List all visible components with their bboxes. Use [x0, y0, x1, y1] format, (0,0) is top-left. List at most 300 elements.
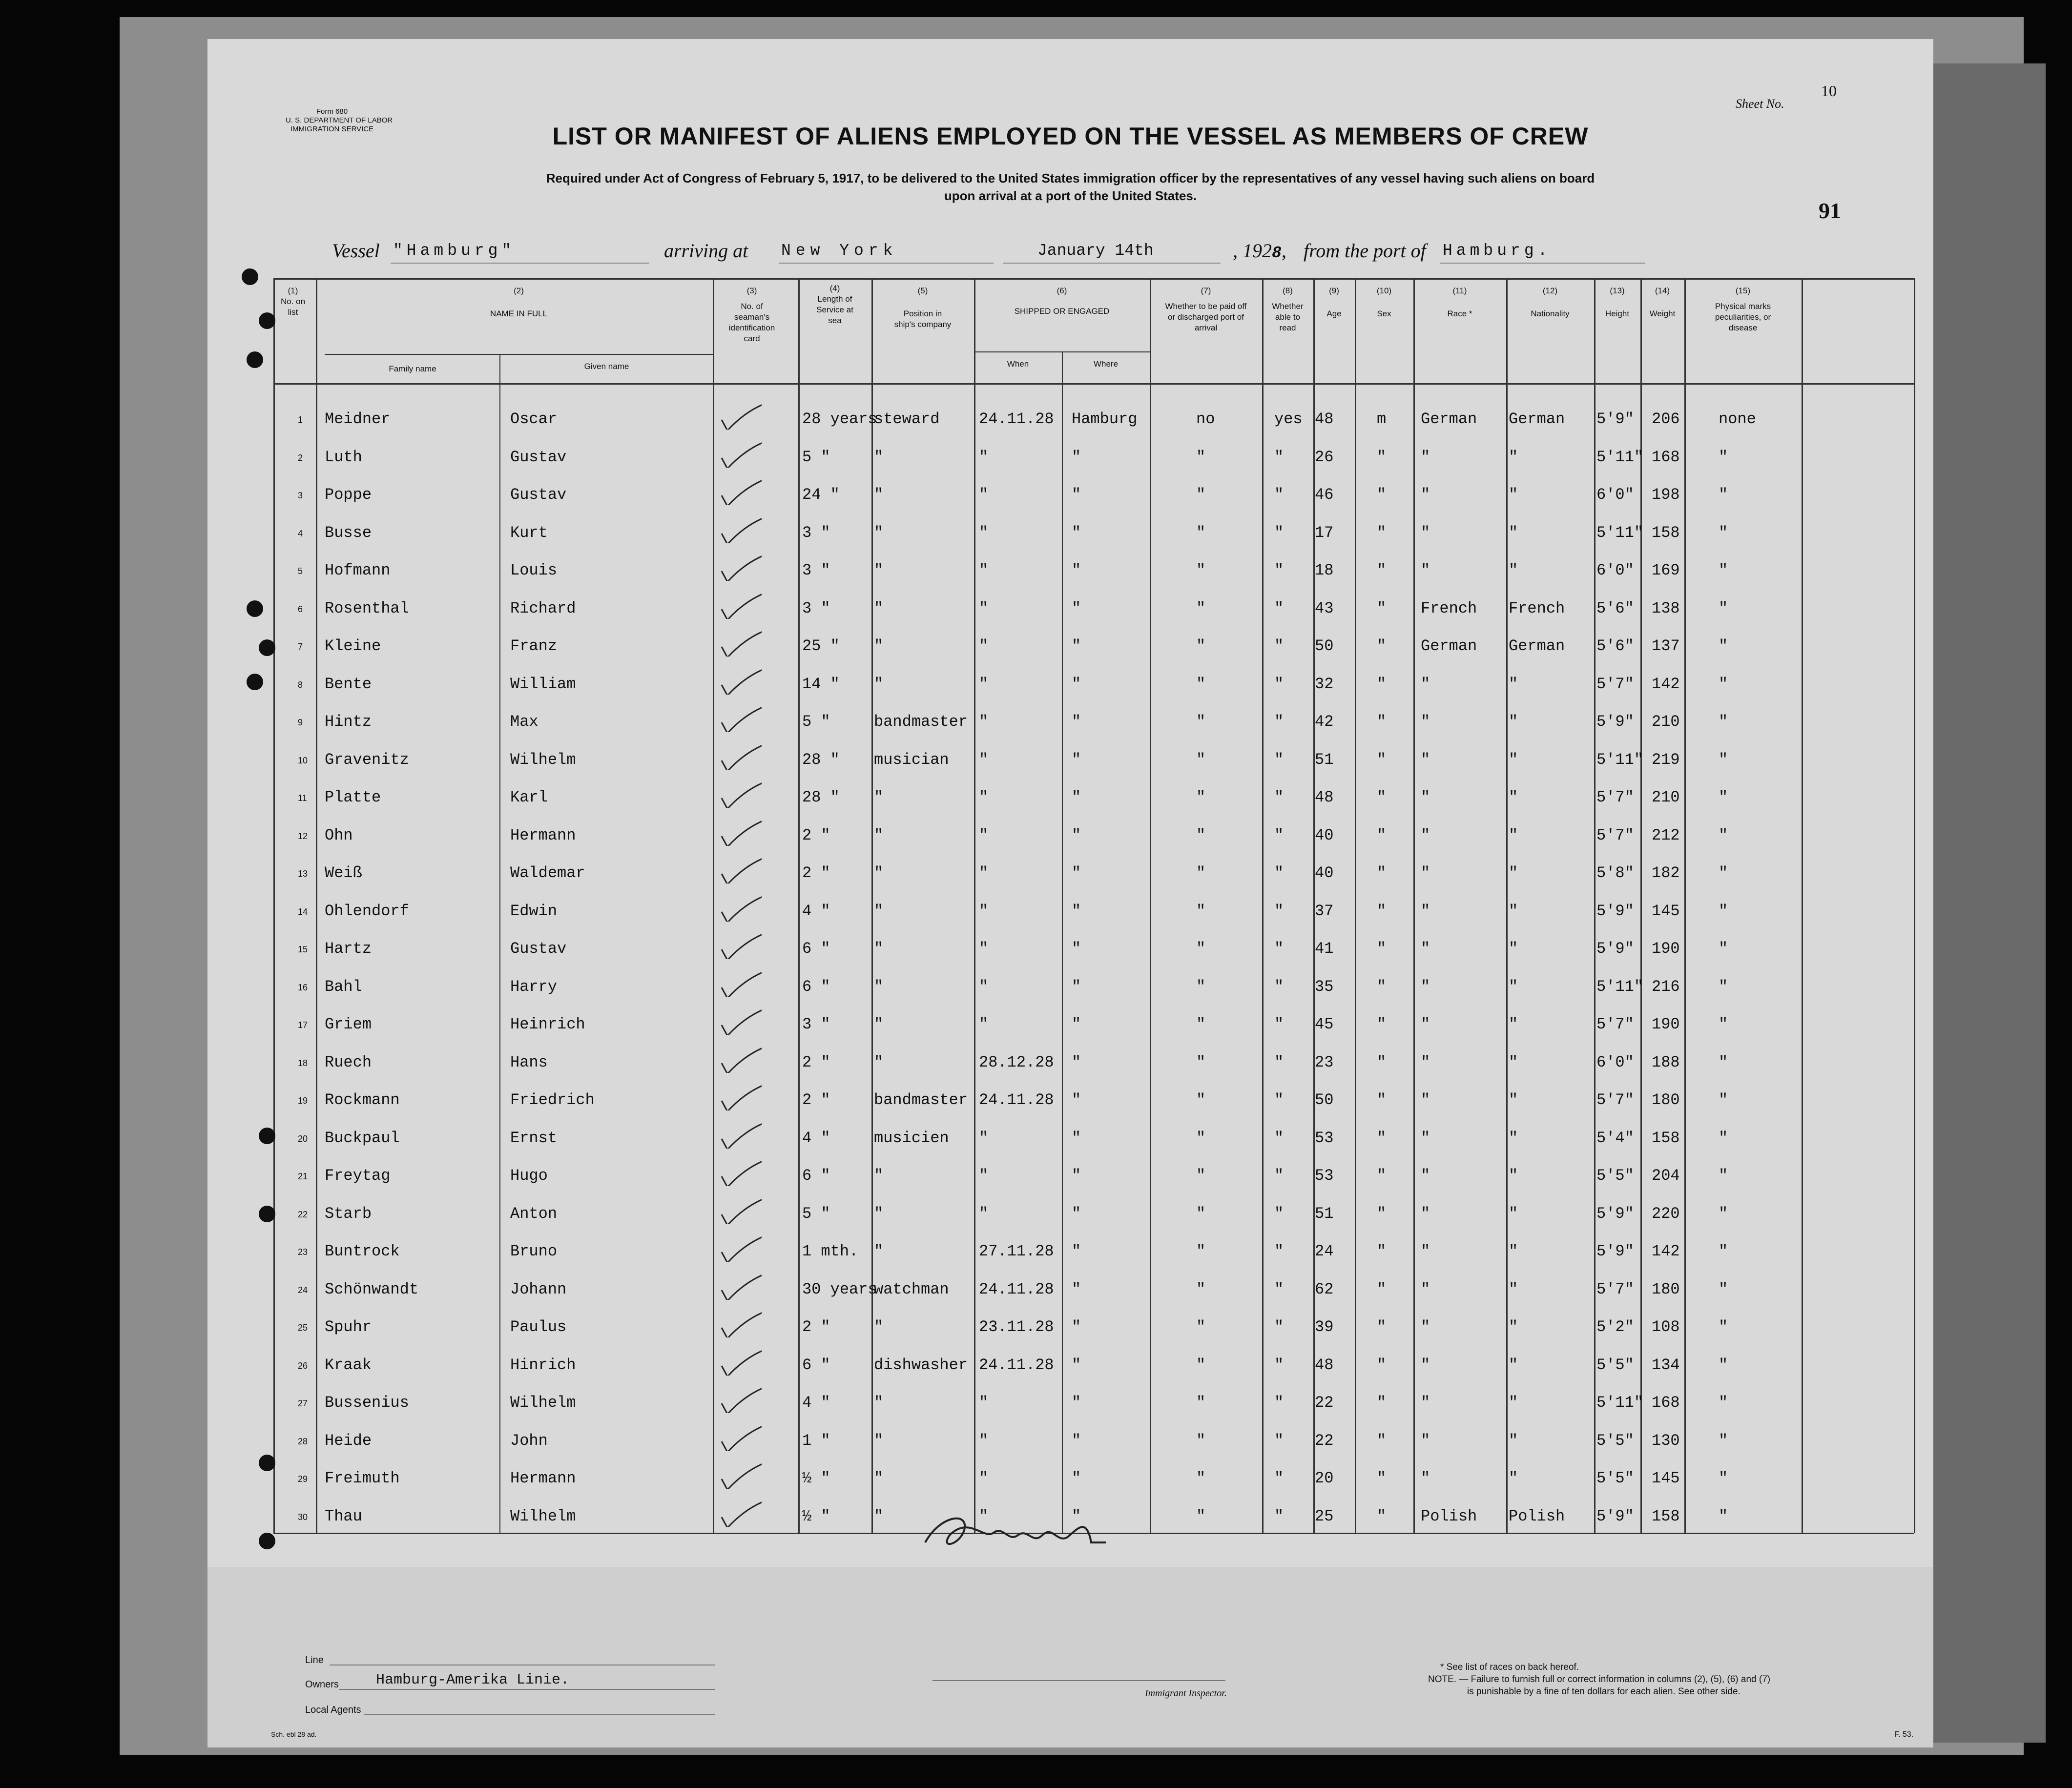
row-number: 30 [298, 1512, 308, 1522]
weight: 180 [1652, 1091, 1680, 1109]
col-shipped-header: (6) SHIPPED OR ENGAGED [1014, 286, 1110, 316]
weight: 137 [1652, 637, 1680, 655]
paid-off: " [1196, 1280, 1206, 1298]
able-to-read: " [1274, 1129, 1284, 1147]
row-number: 29 [298, 1474, 308, 1484]
shipped-when: " [979, 599, 989, 617]
shipped-when: 27.11.28 [979, 1242, 1054, 1260]
physical-marks: " [1719, 1204, 1728, 1223]
position: " [874, 864, 884, 882]
height: 5'9" [1596, 902, 1634, 920]
race: " [1421, 448, 1430, 466]
physical-marks: " [1719, 1167, 1728, 1185]
age: 20 [1315, 1469, 1334, 1487]
checkmark-icon [718, 1233, 762, 1262]
checkmark-icon [718, 552, 762, 581]
vessel-name: "Hamburg" [393, 242, 516, 260]
able-to-read: " [1274, 750, 1284, 769]
family-name: Heide [325, 1431, 372, 1450]
age: 50 [1315, 1091, 1334, 1109]
sheet-label: Sheet No. [1736, 97, 1784, 111]
given-name: Wilhelm [510, 750, 576, 769]
length-of-service: 3 " [802, 523, 830, 542]
row-number: 11 [298, 793, 307, 803]
age: 53 [1315, 1167, 1334, 1185]
position: musicien [874, 1129, 949, 1147]
shipped-where: " [1072, 523, 1081, 542]
given-name: Friedrich [510, 1091, 595, 1109]
family-name: Hofmann [325, 561, 391, 579]
weight: 168 [1652, 448, 1680, 466]
height: 5'7" [1596, 1015, 1634, 1033]
shipped-where: " [1072, 864, 1081, 882]
nationality: German [1509, 410, 1565, 428]
row-number: 9 [298, 718, 303, 727]
nationality: French [1509, 599, 1565, 617]
row-number: 22 [298, 1209, 308, 1219]
paid-off: " [1196, 637, 1206, 655]
shipped-where: " [1072, 637, 1081, 655]
given-name: Hermann [510, 826, 576, 844]
length-of-service: 30 years [802, 1280, 877, 1298]
able-to-read: " [1274, 1394, 1284, 1412]
row-number: 19 [298, 1096, 308, 1106]
family-name: Spuhr [325, 1318, 372, 1336]
height: 5'9" [1596, 1507, 1634, 1525]
family-name: Schönwandt [325, 1280, 419, 1298]
paid-off: " [1196, 1394, 1206, 1412]
weight: 188 [1652, 1053, 1680, 1071]
able-to-read: " [1274, 788, 1284, 806]
form-number: Form 680 [316, 107, 348, 116]
weight: 220 [1652, 1204, 1680, 1223]
service: IMMIGRATION SERVICE [290, 125, 374, 133]
sheet-number: 10 [1821, 82, 1837, 100]
physical-marks: " [1719, 1507, 1728, 1525]
nationality: " [1509, 1242, 1518, 1260]
nationality: " [1509, 523, 1518, 542]
able-to-read: " [1274, 1431, 1284, 1450]
position: " [874, 1242, 884, 1260]
length-of-service: 4 " [802, 1129, 830, 1147]
physical-marks: " [1719, 1394, 1728, 1412]
binder-hole [259, 639, 275, 656]
height: 5'11" [1596, 448, 1644, 466]
given-name: Harry [510, 977, 558, 996]
given-name: Louis [510, 561, 558, 579]
length-of-service: 14 " [802, 675, 840, 693]
height: 5'11" [1596, 523, 1644, 542]
position: " [874, 1431, 884, 1450]
sex: " [1377, 940, 1387, 958]
col-weight-header: (14) Weight [1649, 286, 1676, 318]
race: " [1421, 1431, 1430, 1450]
age: 22 [1315, 1431, 1334, 1450]
able-to-read: " [1274, 1242, 1284, 1260]
paid-off: " [1196, 713, 1206, 731]
length-of-service: 28 " [802, 788, 840, 806]
local-agents-label: Local Agents [305, 1705, 361, 1715]
race: " [1421, 486, 1430, 504]
nationality: " [1509, 675, 1518, 693]
shipped-where: " [1072, 902, 1081, 920]
physical-marks: " [1719, 1242, 1728, 1260]
shipped-where: " [1072, 1129, 1081, 1147]
paid-off: " [1196, 1053, 1206, 1071]
age: 41 [1315, 940, 1334, 958]
height: 5'5" [1596, 1167, 1634, 1185]
height: 5'11" [1596, 1394, 1644, 1412]
weight: 212 [1652, 826, 1680, 844]
race: " [1421, 1242, 1430, 1260]
shipped-when: " [979, 788, 989, 806]
owners-value: Hamburg-Amerika Linie. [376, 1672, 570, 1688]
race: " [1421, 1280, 1430, 1298]
able-to-read: " [1274, 1469, 1284, 1487]
shipped-where: " [1072, 1507, 1081, 1525]
checkmark-icon [718, 476, 762, 505]
shipped-when: " [979, 940, 989, 958]
col-sex-header: (10) Sex [1376, 286, 1392, 318]
race: Polish [1421, 1507, 1477, 1525]
col-race-header: (11) Race * [1447, 286, 1472, 318]
length-of-service: 1 mth. [802, 1242, 859, 1260]
able-to-read: " [1274, 1507, 1284, 1525]
weight: 158 [1652, 1129, 1680, 1147]
sex: " [1377, 637, 1387, 655]
row-number: 26 [298, 1360, 308, 1371]
length-of-service: 1 " [802, 1431, 830, 1450]
family-name: Bussenius [325, 1394, 409, 1412]
shipped-where: " [1072, 1356, 1081, 1374]
family-name: Meidner [325, 410, 391, 428]
height: 5'7" [1596, 675, 1634, 693]
given-name: John [510, 1431, 548, 1450]
length-of-service: ½ " [802, 1507, 830, 1525]
checkmark-icon [718, 817, 762, 846]
position: musician [874, 750, 949, 769]
length-of-service: 6 " [802, 977, 830, 996]
sex: " [1377, 713, 1387, 731]
given-name: Oscar [510, 410, 558, 428]
checkmark-icon [718, 892, 762, 922]
print-code: Sch. ebl 28 ad. [271, 1730, 317, 1738]
shipped-where: " [1072, 713, 1081, 731]
nationality: " [1509, 1431, 1518, 1450]
shipped-where: " [1072, 977, 1081, 996]
able-to-read: " [1274, 523, 1284, 542]
position: " [874, 523, 884, 542]
shipped-when: " [979, 486, 989, 504]
paid-off: " [1196, 1356, 1206, 1374]
height: 5'8" [1596, 864, 1634, 882]
length-of-service: 4 " [802, 1394, 830, 1412]
height: 5'9" [1596, 410, 1634, 428]
family-name: Luth [325, 448, 362, 466]
height: 5'9" [1596, 1204, 1634, 1223]
nationality: " [1509, 1469, 1518, 1487]
able-to-read: " [1274, 902, 1284, 920]
sex: " [1377, 864, 1387, 882]
position: " [874, 675, 884, 693]
shipped-where: " [1072, 788, 1081, 806]
physical-marks: none [1719, 410, 1756, 428]
department: U. S. DEPARTMENT OF LABOR [286, 116, 393, 124]
height: 5'5" [1596, 1469, 1634, 1487]
weight: 169 [1652, 561, 1680, 579]
weight: 206 [1652, 410, 1680, 428]
length-of-service: 6 " [802, 1356, 830, 1374]
paid-off: " [1196, 788, 1206, 806]
position: " [874, 977, 884, 996]
year-prefix: , 1928, [1233, 240, 1286, 262]
length-of-service: 28 " [802, 750, 840, 769]
owners-label: Owners [305, 1679, 339, 1690]
row-number: 25 [298, 1323, 308, 1333]
physical-marks: " [1719, 1053, 1728, 1071]
able-to-read: " [1274, 864, 1284, 882]
sex: " [1377, 1204, 1387, 1223]
shipped-where: " [1072, 1280, 1081, 1298]
family-name: Ohn [325, 826, 353, 844]
sex: " [1377, 1431, 1387, 1450]
page-title: LIST OR MANIFEST OF ALIENS EMPLOYED ON THE VESSEL AS MEMBERS OF CREW [552, 123, 1589, 150]
paid-off: " [1196, 1091, 1206, 1109]
checkmark-icon [718, 930, 762, 959]
race: " [1421, 1167, 1430, 1185]
shipped-where: " [1072, 1091, 1081, 1109]
age: 39 [1315, 1318, 1334, 1336]
shipped-when: " [979, 1431, 989, 1450]
fine-note-1: NOTE. — Failure to furnish full or correct information in columns (2), (5), (6) and (7) [1428, 1674, 1771, 1685]
checkmark-icon [718, 741, 762, 770]
height: 5'7" [1596, 826, 1634, 844]
age: 18 [1315, 561, 1334, 579]
age: 17 [1315, 523, 1334, 542]
age: 50 [1315, 637, 1334, 655]
sex: m [1377, 410, 1387, 428]
age: 40 [1315, 826, 1334, 844]
sex: " [1377, 902, 1387, 920]
height: 6'0" [1596, 1053, 1634, 1071]
row-number: 14 [298, 906, 308, 917]
shipped-when: " [979, 864, 989, 882]
paid-off: " [1196, 523, 1206, 542]
position: " [874, 1318, 884, 1336]
age: 48 [1315, 788, 1334, 806]
row-number: 5 [298, 566, 303, 576]
given-name: Hinrich [510, 1356, 576, 1374]
paid-off: " [1196, 1242, 1206, 1260]
form-code: F. 53. [1894, 1730, 1914, 1739]
checkmark-icon [718, 1006, 762, 1035]
position: " [874, 1394, 884, 1412]
checkmark-icon [718, 1195, 762, 1224]
physical-marks: " [1719, 675, 1728, 693]
height: 5'2" [1596, 1318, 1634, 1336]
races-note: * See list of races on back hereof. [1440, 1662, 1579, 1672]
sex: " [1377, 1318, 1387, 1336]
inspector-signature [911, 1496, 1116, 1564]
able-to-read: " [1274, 1053, 1284, 1071]
arriving-label: arriving at [664, 240, 748, 262]
given-name: Hugo [510, 1167, 548, 1185]
paid-off: " [1196, 864, 1206, 882]
nationality: " [1509, 750, 1518, 769]
weight: 130 [1652, 1431, 1680, 1450]
shipped-where: " [1072, 750, 1081, 769]
row-number: 13 [298, 869, 308, 879]
able-to-read: " [1274, 1204, 1284, 1223]
shipped-where: " [1072, 486, 1081, 504]
nationality: German [1509, 637, 1565, 655]
shipped-when: 24.11.28 [979, 1091, 1054, 1109]
row-number: 1 [298, 415, 303, 425]
height: 6'0" [1596, 486, 1634, 504]
binder-hole [247, 351, 263, 368]
height: 5'5" [1596, 1431, 1634, 1450]
age: 51 [1315, 750, 1334, 769]
checkmark-icon [718, 1271, 762, 1300]
family-name: Bente [325, 675, 372, 693]
length-of-service: 6 " [802, 1167, 830, 1185]
nationality: " [1509, 1053, 1518, 1071]
race: " [1421, 750, 1430, 769]
position: " [874, 1204, 884, 1223]
binder-hole [259, 1206, 275, 1222]
sex: " [1377, 1280, 1387, 1298]
race: " [1421, 1204, 1430, 1223]
family-name: Kraak [325, 1356, 372, 1374]
nationality: " [1509, 1167, 1518, 1185]
departure-port: Hamburg. [1443, 242, 1552, 260]
race: " [1421, 864, 1430, 882]
nationality: " [1509, 977, 1518, 996]
checkmark-icon [718, 1459, 762, 1489]
family-name: Poppe [325, 486, 372, 504]
binder-hole [247, 600, 263, 617]
shipped-when: " [979, 1129, 989, 1147]
age: 23 [1315, 1053, 1334, 1071]
nationality: " [1509, 1280, 1518, 1298]
weight: 190 [1652, 940, 1680, 958]
physical-marks: " [1719, 1356, 1728, 1374]
physical-marks: " [1719, 977, 1728, 996]
checkmark-icon [718, 1346, 762, 1376]
sex: " [1377, 977, 1387, 996]
nationality: " [1509, 486, 1518, 504]
length-of-service: 24 " [802, 486, 840, 504]
physical-marks: " [1719, 940, 1728, 958]
length-of-service: 2 " [802, 1053, 830, 1071]
physical-marks: " [1719, 1015, 1728, 1033]
able-to-read: " [1274, 1318, 1284, 1336]
shipped-when: 24.11.28 [979, 410, 1054, 428]
shipped-when: " [979, 448, 989, 466]
col-read-header: (8) Whether able to read [1272, 286, 1304, 332]
physical-marks: " [1719, 1318, 1728, 1336]
footer-section [207, 1567, 1933, 1747]
position: " [874, 1053, 884, 1071]
physical-marks: " [1719, 1091, 1728, 1109]
weight: 210 [1652, 713, 1680, 731]
physical-marks: " [1719, 448, 1728, 466]
race: " [1421, 1356, 1430, 1374]
checkmark-icon [718, 1081, 762, 1110]
nationality: " [1509, 940, 1518, 958]
checkmark-icon [718, 1157, 762, 1186]
weight: 158 [1652, 523, 1680, 542]
weight: 198 [1652, 486, 1680, 504]
age: 62 [1315, 1280, 1334, 1298]
height: 5'6" [1596, 599, 1634, 617]
physical-marks: " [1719, 599, 1728, 617]
age: 45 [1315, 1015, 1334, 1033]
given-name: Karl [510, 788, 548, 806]
sex: " [1377, 1356, 1387, 1374]
paid-off: " [1196, 1129, 1206, 1147]
row-number: 15 [298, 945, 308, 954]
family-name: Hintz [325, 713, 372, 731]
position: " [874, 826, 884, 844]
position: " [874, 1507, 884, 1525]
arrival-port: New York [781, 242, 898, 260]
race: " [1421, 1091, 1430, 1109]
physical-marks: " [1719, 1129, 1728, 1147]
length-of-service: 5 " [802, 448, 830, 466]
height: 5'7" [1596, 788, 1634, 806]
physical-marks: " [1719, 788, 1728, 806]
physical-marks: " [1719, 713, 1728, 731]
sex: " [1377, 1167, 1387, 1185]
family-name: Ohlendorf [325, 902, 409, 920]
sex: " [1377, 1091, 1387, 1109]
physical-marks: " [1719, 523, 1728, 542]
race: German [1421, 410, 1477, 428]
shipped-where: " [1072, 1015, 1081, 1033]
subtitle-line-2: upon arrival at a port of the United States. [944, 188, 1197, 203]
weight: 145 [1652, 902, 1680, 920]
position: " [874, 1015, 884, 1033]
physical-marks: " [1719, 1469, 1728, 1487]
paid-off: " [1196, 977, 1206, 996]
shipped-when: " [979, 826, 989, 844]
checkmark-icon [718, 1308, 762, 1337]
family-name: Gravenitz [325, 750, 409, 769]
given-name: Gustav [510, 940, 567, 958]
physical-marks: " [1719, 561, 1728, 579]
shipped-when: " [979, 1507, 989, 1525]
physical-marks: " [1719, 637, 1728, 655]
race: " [1421, 940, 1430, 958]
weight: 210 [1652, 788, 1680, 806]
height: 5'11" [1596, 750, 1644, 769]
row-number: 6 [298, 604, 303, 614]
family-name: Bahl [325, 977, 362, 996]
paid-off: " [1196, 902, 1206, 920]
col-no-header: (1) No. on list [280, 286, 306, 317]
sex: " [1377, 750, 1387, 769]
given-name: Hermann [510, 1469, 576, 1487]
from-port-label: from the port of [1304, 240, 1426, 262]
paid-off: " [1196, 561, 1206, 579]
race: " [1421, 561, 1430, 579]
vessel-label: Vessel [332, 240, 380, 262]
race: German [1421, 637, 1477, 655]
row-number: 21 [298, 1171, 308, 1181]
age: 32 [1315, 675, 1334, 693]
row-number: 20 [298, 1133, 308, 1144]
